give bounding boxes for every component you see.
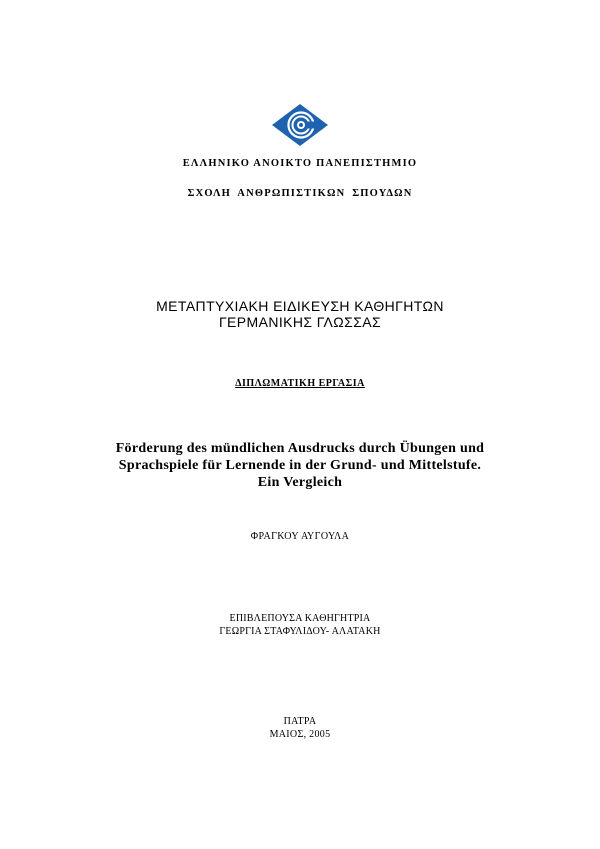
thesis-title-line: Sprachspiele für Lernende in der Grund- und Mittelstufe. [118,458,482,473]
program-title-line: ΓΕΡΜΑΝΙΚΗΣ ΓΛΩΣΣΑΣ [218,314,382,330]
program-title [0,298,600,330]
supervisor-block [0,613,600,638]
university-name: ΕΛΛΗΝΙΚΟ ΑΝΟΙΚΤΟ ΠΑΝΕΠΙΣΤΗΜΙΟ [182,158,418,169]
thesis-title [0,440,600,491]
author-name: ΦΡΑΓΚΟΥ ΑΥΓΟΥΛΑ [250,531,350,542]
document-type: ΔΙΠΛΩΜΑΤΙΚΗ ΕΡΓΑΣΙΑ [235,378,365,389]
date: ΜΑΙΟΣ, 2005 [269,729,331,740]
university-logo-icon [270,103,330,147]
program-title-line: ΜΕΤΑΠΤΥΧΙΑΚΗ ΕΙΔΙΚΕΥΣΗ ΚΑΘΗΓΗΤΩΝ [156,298,444,314]
supervisor-role: ΕΠΙΒΛΕΠΟΥΣΑ ΚΑΘΗΓΗΤΡΙΑ [229,613,371,624]
city: ΠΑΤΡΑ [283,716,317,727]
thesis-title-line: Ein Vergleich [257,475,343,490]
place-date-block [0,715,600,741]
supervisor-name: ΓΕΩΡΓΙΑ ΣΤΑΦΥΛΙΔΟΥ- ΑΛΑΤΑΚΗ [219,625,381,637]
school-name: ΣΧΟΛΗ ΑΝΘΡΩΠΙΣΤΙΚΩΝ ΣΠΟΥΔΩΝ [187,188,413,199]
thesis-title-line: Förderung des mündlichen Ausdrucks durch Übungen und [115,441,485,456]
